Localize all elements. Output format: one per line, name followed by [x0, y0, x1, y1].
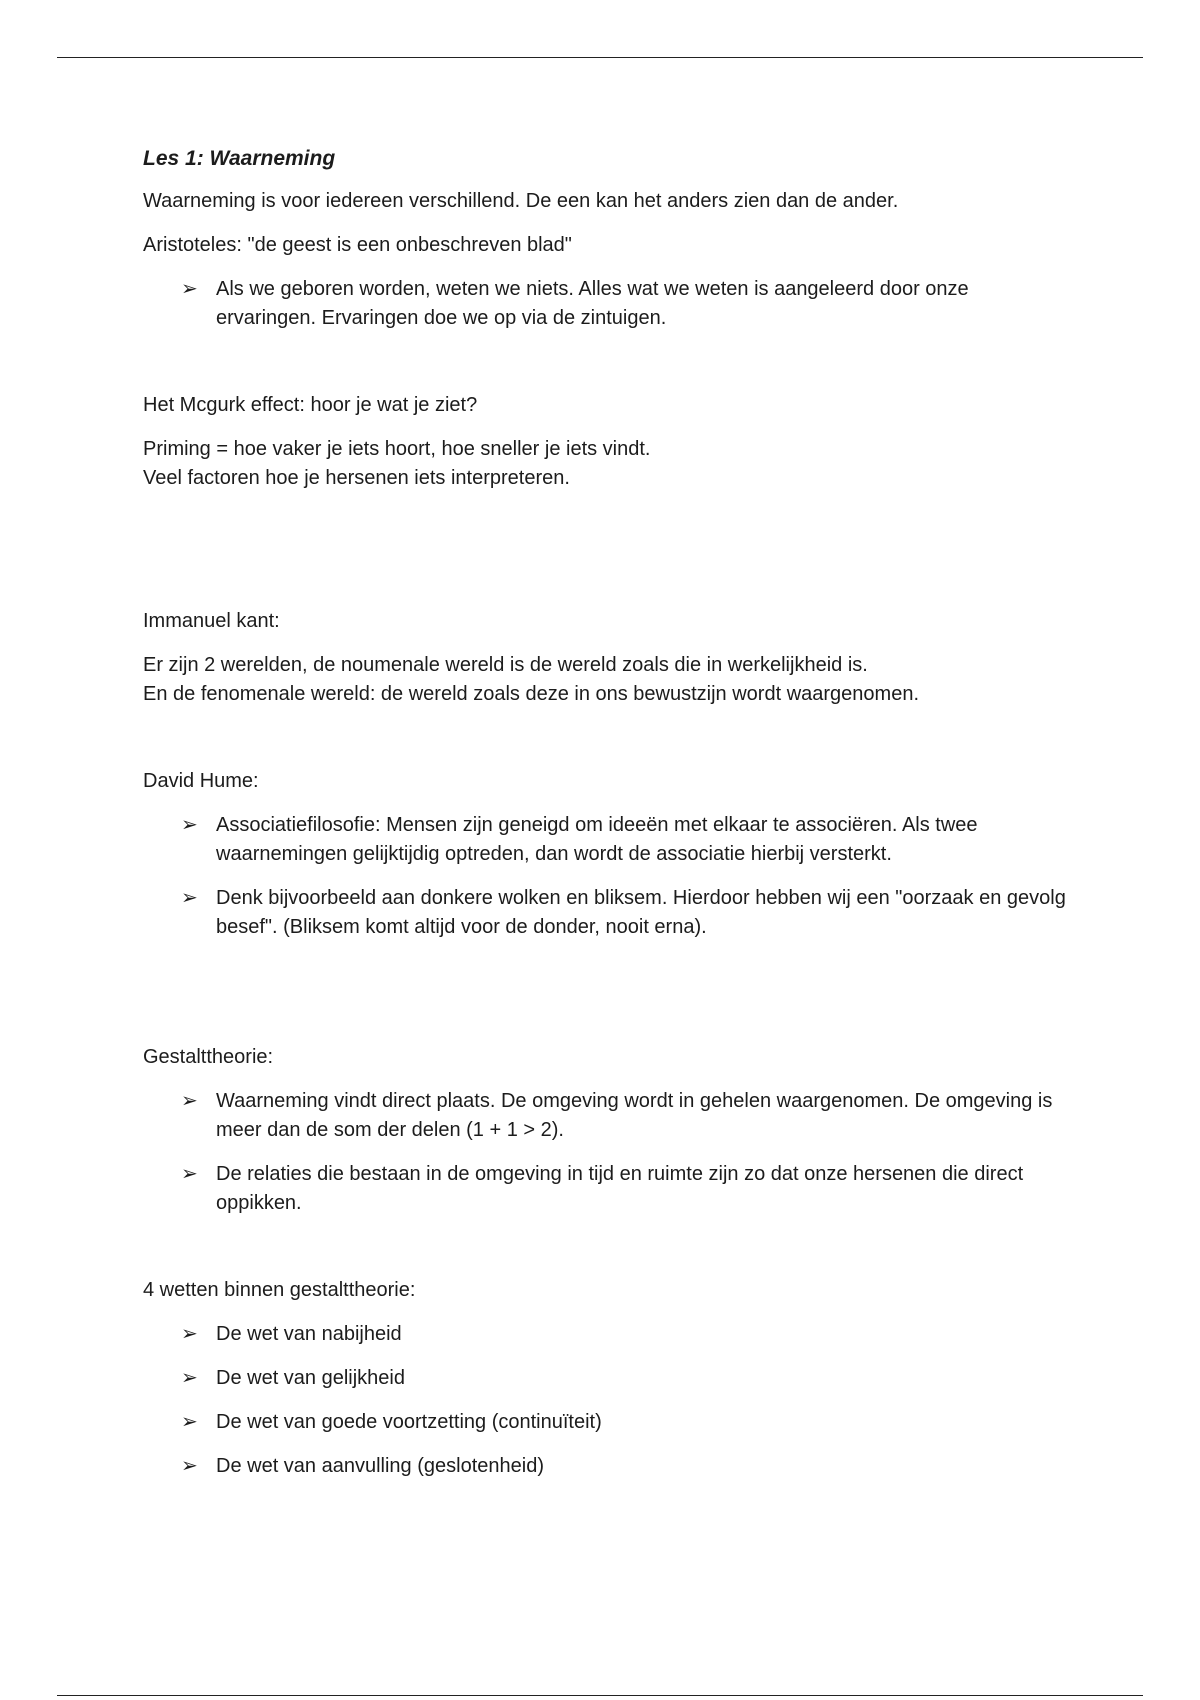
- intro-list: [143, 275, 1073, 333]
- priming-line-1: Priming = hoe vaker je iets hoort, hoe sneller je iets vindt.: [143, 438, 651, 460]
- list-item-text: De wet van gelijkheid: [216, 1367, 405, 1389]
- arrow-bullet-icon: ➢: [181, 1455, 198, 1477]
- list-item: [143, 1364, 1073, 1393]
- arrow-bullet-icon: ➢: [181, 278, 198, 300]
- document-body: [143, 144, 1073, 1496]
- gestalt-heading: Gestalttheorie:: [143, 1046, 274, 1068]
- list-item: [143, 884, 1073, 942]
- kant-line-1: Er zijn 2 werelden, de noumenale wereld is de wereld zoals die in werkelijkheid is.: [143, 654, 868, 676]
- kant-line-2: En de fenomenale wereld: de wereld zoals deze in ons bewustzijn wordt waargenomen.: [143, 683, 920, 705]
- list-item: [143, 1408, 1073, 1437]
- arrow-bullet-icon: ➢: [181, 1090, 198, 1112]
- list-item-text: De relaties die bestaan in de omgeving in tijd en ruimte zijn zo dat onze hersenen die direct oppikken.: [216, 1163, 1024, 1214]
- hume-heading: David Hume:: [143, 770, 259, 792]
- arrow-bullet-icon: ➢: [181, 814, 198, 836]
- list-item-text: De wet van goede voortzetting (continuïteit): [216, 1411, 602, 1433]
- intro-paragraph: Waarneming is voor iedereen verschillend. De een kan het anders zien dan de ander.: [143, 190, 899, 212]
- arrow-bullet-icon: ➢: [181, 1163, 198, 1185]
- list-item-text: Als we geboren worden, weten we niets. Alles wat we weten is aangeleerd door onze ervaringen. Ervaringen doe we op via de zintuigen.: [216, 278, 969, 329]
- mcgurk-heading: Het Mcgurk effect: hoor je wat je ziet?: [143, 394, 478, 416]
- list-item-text: Associatiefilosofie: Mensen zijn geneigd om ideeën met elkaar te associëren. Als twee waarnemingen gelijktijdig optreden, dan wordt de associatie hierbij versterkt.: [216, 814, 978, 865]
- arrow-bullet-icon: ➢: [181, 1367, 198, 1389]
- arrow-bullet-icon: ➢: [181, 1411, 198, 1433]
- header-rule: [57, 57, 1143, 58]
- list-item: [143, 1087, 1073, 1145]
- list-item-text: De wet van nabijheid: [216, 1323, 402, 1345]
- list-item: [143, 1320, 1073, 1349]
- arrow-bullet-icon: ➢: [181, 1323, 198, 1345]
- arrow-bullet-icon: ➢: [181, 887, 198, 909]
- priming-paragraph: [143, 435, 1073, 493]
- list-item-text: De wet van aanvulling (geslotenheid): [216, 1455, 544, 1477]
- kant-heading: Immanuel kant:: [143, 610, 280, 632]
- gestalt-list: [143, 1087, 1073, 1218]
- priming-line-2: Veel factoren hoe je hersenen iets interpreteren.: [143, 467, 570, 489]
- list-item: [143, 811, 1073, 869]
- laws-heading: 4 wetten binnen gestalttheorie:: [143, 1279, 416, 1301]
- list-item: [143, 1160, 1073, 1218]
- hume-list: [143, 811, 1073, 942]
- kant-paragraph: [143, 651, 1073, 709]
- list-item-text: Denk bijvoorbeeld aan donkere wolken en bliksem. Hierdoor hebben wij een "oorzaak en gevolg besef". (Bliksem komt altijd voor de donder, nooit erna).: [216, 887, 1066, 938]
- list-item-text: Waarneming vindt direct plaats. De omgeving wordt in gehelen waargenomen. De omgeving is meer dan de som der delen (1 + 1 > 2).: [216, 1090, 1053, 1141]
- aristoteles-quote: Aristoteles: "de geest is een onbeschreven blad": [143, 234, 572, 256]
- list-item: [143, 1452, 1073, 1481]
- page-title: Les 1: Waarneming: [143, 147, 336, 170]
- footer-rule: [57, 1695, 1143, 1696]
- laws-list: [143, 1320, 1073, 1481]
- list-item: [143, 275, 1073, 333]
